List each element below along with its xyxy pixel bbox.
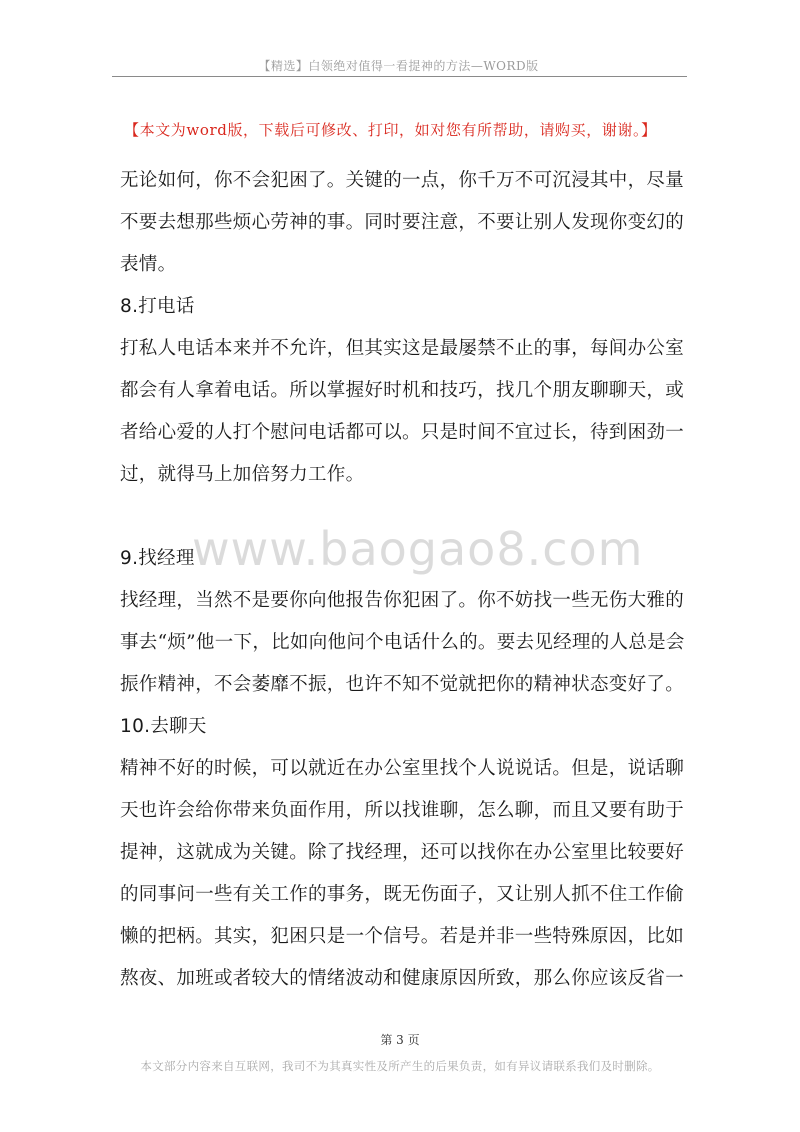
page-header-title: 【精选】白领绝对值得一看提神的方法—WORD版	[258, 59, 539, 73]
watermark: www.baogao8.com	[192, 522, 644, 576]
paragraph-line: 的同事问一些有关工作的事务，既无伤面子，又让别人抓不住工作偷	[120, 884, 685, 905]
section-heading-8: 8.打电话	[120, 296, 195, 317]
paragraph-line: 精神不好的时候，可以就近在办公室里找个人说说话。但是，说话聊	[120, 758, 685, 779]
document-body	[120, 160, 685, 1000]
section-heading-9: 9.找经理	[120, 548, 195, 569]
paragraph-line: 表情。	[120, 254, 177, 275]
paragraph-line: 过，就得马上加倍努力工作。	[120, 464, 365, 485]
paragraph-line: 事去“烦”他一下，比如向他问个电话什么的。要去见经理的人总是会	[120, 632, 685, 653]
purchase-notice: 【本文为word版，下载后可修改、打印，如对您有所帮助，请购买，谢谢。】	[124, 121, 657, 139]
paragraph-line: 熬夜、加班或者较大的情绪波动和健康原因所致，那么你应该反省一	[120, 968, 685, 989]
blank-line	[120, 496, 685, 538]
paragraph-line: 提神，这就成为关键。除了找经理，还可以找你在办公室里比较要好	[120, 842, 685, 863]
paragraph-line: 者给心爱的人打个慰问电话都可以。只是时间不宜过长，待到困劲一	[120, 422, 685, 443]
header-divider	[112, 76, 687, 77]
paragraph-line: 天也许会给你带来负面作用，所以找谁聊，怎么聊，而且又要有助于	[120, 800, 685, 821]
paragraph-line: 打私人电话本来并不允许，但其实这是最屡禁不止的事，每间办公室	[120, 338, 685, 359]
section-heading-10: 10.去聊天	[120, 716, 207, 737]
paragraph-line: 不要去想那些烦心劳神的事。同时要注意，不要让别人发现你变幻的	[120, 212, 685, 233]
paragraph-line: 振作精神，不会萎靡不振，也许不知不觉就把你的精神状态变好了。	[120, 674, 685, 695]
paragraph-line: 找经理，当然不是要你向他报告你犯困了。你不妨找一些无伤大雅的	[120, 590, 685, 611]
paragraph-line: 懒的把柄。其实，犯困只是一个信号。若是并非一些特殊原因，比如	[120, 926, 685, 947]
footer-disclaimer: 本文部分内容来自互联网，我司不为其真实性及所产生的后果负责，如有异议请联系我们及时删除。	[140, 1059, 660, 1073]
paragraph-line: 都会有人拿着电话。所以掌握好时机和技巧，找几个朋友聊聊天，或	[120, 380, 685, 401]
page-number: 第 3 页	[380, 1033, 420, 1047]
paragraph-line: 无论如何，你不会犯困了。关键的一点，你千万不可沉浸其中，尽量	[120, 170, 685, 191]
